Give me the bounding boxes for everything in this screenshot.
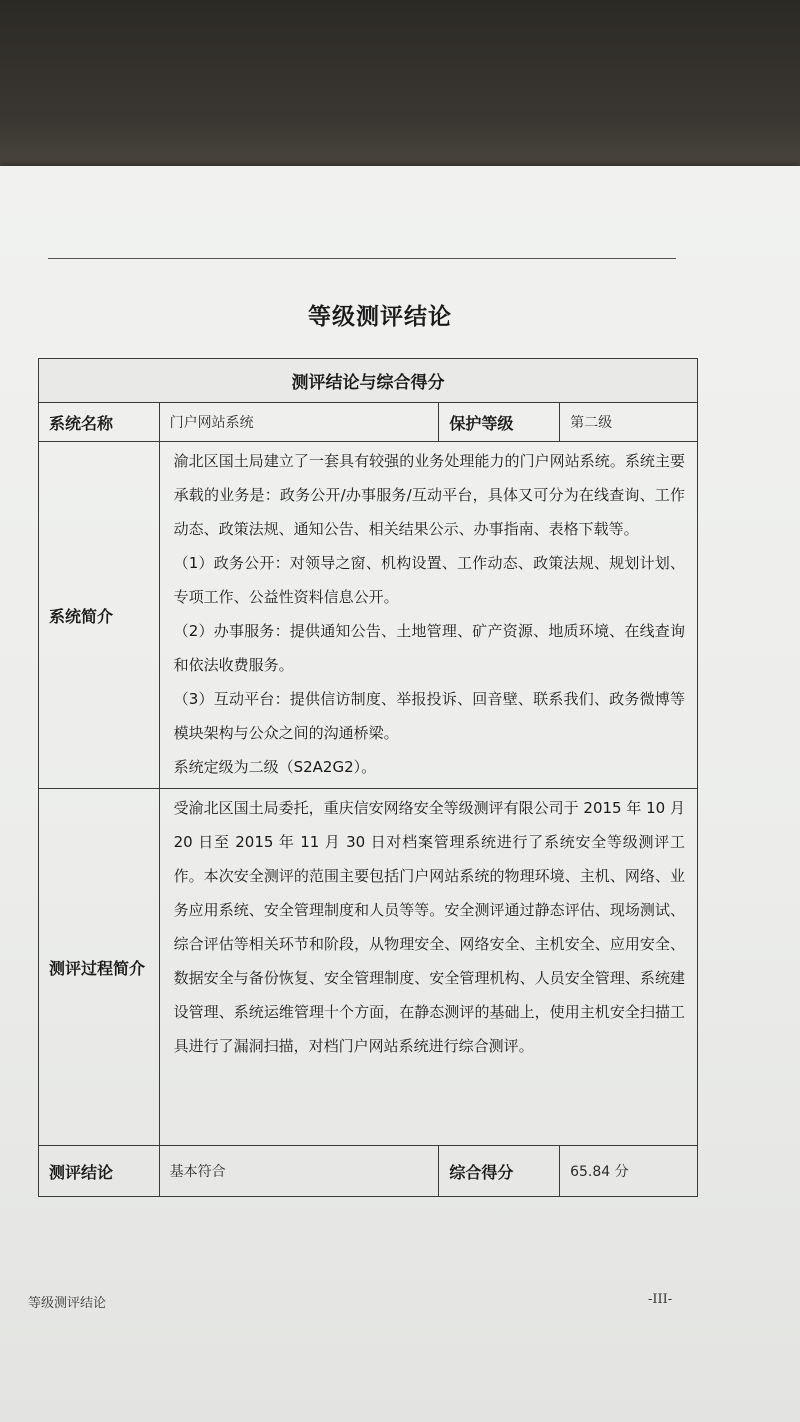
intro-paragraph: 渝北区国土局建立了一套具有较强的业务处理能力的门户网站系统。系统主要承载的业务是：政务公开/办事服务/互动平台，具体又可分为在线查询、工作动态、政策法规、通知公告、相关结果公示、办事指南、表格下载等。 [173, 452, 685, 538]
process-intro-text [159, 789, 697, 1146]
intro-paragraph: 系统定级为二级（S2A2G2）。 [173, 758, 377, 776]
page-title: 等级测评结论 [308, 304, 452, 330]
system-name-value: 门户网站系统 [159, 403, 439, 442]
page-number: -III- [648, 1292, 673, 1307]
process-intro-label: 测评过程简介 [39, 789, 160, 1146]
table-heading: 测评结论与综合得分 [39, 359, 698, 403]
protection-level-value: 第二级 [560, 403, 698, 442]
process-paragraph: 受渝北区国土局委托，重庆信安网络安全等级测评有限公司于 2015 年 10 月 20 日至 2015 年 11 月 30 日对档案管理系统进行了系统安全等级测评工作。本次安全测评的范围主要包括门户网站系统的物理环境、主机、网络、业务应用系统、安全管理制度和人员等等。安全测评通过静态评估、现场测试、综合评估等相关环节和阶段，从物理安全、网络安全、主机安全、应用安全、数据安全与备份恢复、安全管理制度、安全管理机构、人员安全管理、系统建设管理、系统运维管理十个方面，在静态测评的基础上，使用主机安全扫描工具进行了漏洞扫描，对档门户网站系统进行综合测评。 [173, 799, 685, 1055]
protection-level-label: 保护等级 [439, 403, 560, 442]
score-value: 65.84 分 [560, 1146, 698, 1197]
footer-section-title: 等级测评结论 [28, 1296, 107, 1311]
system-intro-text [159, 442, 697, 789]
intro-paragraph: （2）办事服务：提供通知公告、土地管理、矿产资源、地质环境、在线查询和依法收费服务。 [173, 622, 685, 674]
system-intro-label: 系统简介 [39, 442, 160, 789]
intro-paragraph: （3）互动平台：提供信访制度、举报投诉、回音壁、联系我们、政务微博等模块架构与公众之间的沟通桥梁。 [173, 690, 685, 742]
document-page [0, 166, 800, 1422]
conclusion-value: 基本符合 [159, 1146, 439, 1197]
header-rule [48, 258, 676, 259]
system-name-label: 系统名称 [39, 403, 160, 442]
conclusion-label: 测评结论 [39, 1146, 160, 1197]
score-label: 综合得分 [439, 1146, 560, 1197]
intro-paragraph: （1）政务公开：对领导之窗、机构设置、工作动态、政策法规、规划计划、专项工作、公益性资料信息公开。 [173, 554, 685, 606]
conclusion-table [38, 358, 698, 1197]
